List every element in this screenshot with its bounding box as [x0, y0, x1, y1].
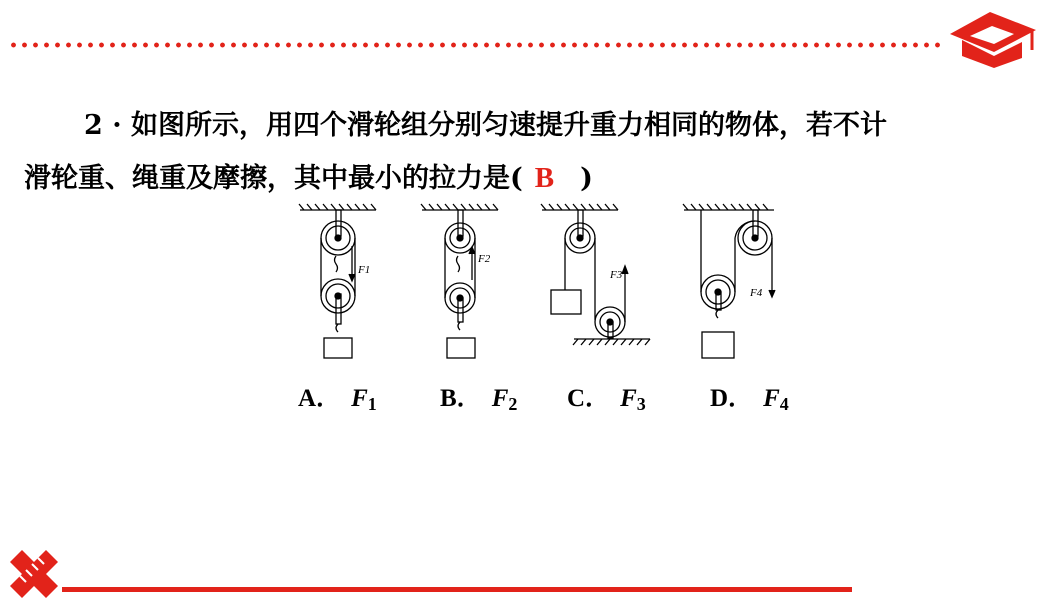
- option-a-symbol: F: [351, 385, 368, 412]
- force-label-f2: F2: [478, 253, 491, 265]
- force-label-f3: F3: [610, 269, 623, 281]
- bottom-divider: [62, 587, 852, 592]
- question-block: [24, 100, 1014, 205]
- pencil-ruler-icon: [6, 546, 62, 600]
- option-b-letter: B．: [440, 385, 482, 412]
- pulley-system-4: [683, 204, 775, 358]
- option-a-letter: A．: [298, 385, 342, 412]
- option-a-sub: 1: [367, 394, 377, 414]
- option-b-sub: 2: [508, 394, 518, 414]
- option-b[interactable]: [440, 378, 517, 415]
- answer-text: B: [534, 162, 555, 194]
- option-d[interactable]: [710, 378, 789, 415]
- answer-options: [0, 378, 1039, 414]
- pulley-system-1: [299, 204, 376, 358]
- option-c[interactable]: [567, 378, 646, 415]
- pulley-system-3: [541, 204, 650, 345]
- pulley-system-2: [421, 204, 498, 358]
- force-label-f1: F1: [358, 264, 371, 276]
- pulley-diagram: [290, 198, 810, 368]
- top-dotted-divider: [8, 42, 946, 48]
- option-c-letter: C．: [567, 385, 611, 412]
- question-number: 2: [84, 110, 103, 141]
- option-d-letter: D．: [710, 385, 754, 412]
- closing-paren: ): [580, 163, 593, 194]
- option-b-symbol: F: [491, 385, 509, 412]
- option-c-symbol: F: [620, 385, 637, 412]
- option-c-sub: 3: [636, 394, 646, 414]
- option-d-sub: 4: [779, 394, 789, 414]
- question-text-line-2: 滑轮重、绳重及摩擦，其中最小的拉力是(: [24, 163, 523, 194]
- question-line-1: [24, 100, 1014, 152]
- option-a[interactable]: [298, 378, 377, 415]
- question-separator: ·: [112, 110, 122, 141]
- question-text-line-1: 如图所示，用四个滑轮组分别匀速提升重力相同的物体，若不计: [131, 110, 888, 141]
- graduation-cap-icon: [942, 0, 1039, 68]
- option-d-symbol: F: [763, 385, 780, 412]
- force-label-f4: F4: [750, 287, 763, 299]
